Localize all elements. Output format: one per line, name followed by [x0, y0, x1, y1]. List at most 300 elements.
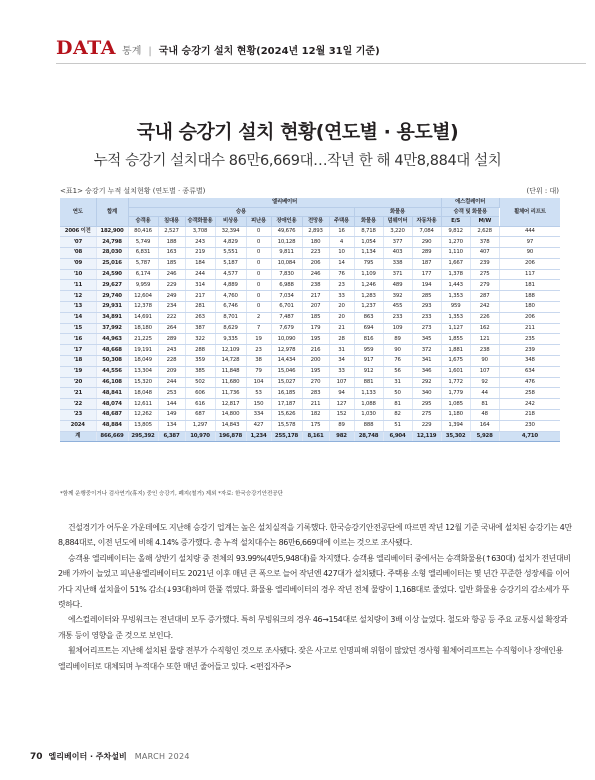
row-total-cell: 48,841	[96, 388, 128, 399]
table-cell: 195	[302, 334, 329, 345]
table-cell: 3,708	[185, 226, 215, 237]
row-year-cell: '07	[60, 237, 96, 248]
table-row	[60, 258, 560, 269]
table-cell: 16	[329, 226, 354, 237]
table-cell: 1,133	[354, 388, 383, 399]
table-cell: 6,387	[158, 431, 185, 442]
table-cell: 10,970	[185, 431, 215, 442]
row-year-cell: '12	[60, 291, 96, 302]
table-cell: 12,119	[412, 431, 441, 442]
table-cell: 11,848	[215, 366, 246, 377]
table-cell: 230	[499, 420, 560, 431]
table-cell: 1,855	[441, 334, 470, 345]
table-cell: 288	[185, 345, 215, 356]
table-cell: 1,353	[441, 312, 470, 323]
table-cell: 616	[185, 399, 215, 410]
table-cell: 234	[158, 302, 185, 313]
table-cell: 372	[412, 345, 441, 356]
table-cell: 249	[158, 291, 185, 302]
table-cell: 455	[383, 302, 412, 313]
table-cell: 295,392	[128, 431, 158, 442]
table-total-row	[60, 431, 560, 442]
table-row	[60, 312, 560, 323]
table-cell: 1,283	[354, 291, 383, 302]
table-cell: 2,893	[302, 226, 329, 237]
table-cell: 239	[499, 345, 560, 356]
table-cell: 10,128	[271, 237, 302, 248]
table-cell: 1,109	[354, 269, 383, 280]
table-cell: 180	[499, 302, 560, 313]
article-body	[58, 520, 572, 674]
article-title: 국내 승강기 설치 현황(연도별 · 용도별)	[136, 121, 459, 143]
table-cell: 164	[470, 420, 499, 431]
table-cell: 49,676	[271, 226, 302, 237]
table-cell: 1,246	[354, 280, 383, 291]
table-row	[60, 226, 560, 237]
col-header-wheelchair: 휠체어 리프트	[499, 198, 560, 226]
table-cell: 4,710	[499, 431, 560, 442]
col-header-esc-sub: 승객 및 화물용	[441, 207, 499, 217]
table-cell: 21	[329, 323, 354, 334]
table-cell: 255,178	[271, 431, 302, 442]
table-cell: 385	[185, 366, 215, 377]
table-cell: 97	[499, 237, 560, 248]
table-cell: 216	[302, 345, 329, 356]
table-cell: 107	[329, 377, 354, 388]
row-total-cell: 48,687	[96, 410, 128, 421]
row-year-cell: '23	[60, 410, 96, 421]
row-year-cell: '18	[60, 356, 96, 367]
row-year-cell: '14	[60, 312, 96, 323]
row-year-cell: '17	[60, 345, 96, 356]
table-cell: 5,551	[215, 248, 246, 259]
table-row	[60, 420, 560, 431]
table-cell: 12,262	[128, 410, 158, 421]
table-cell: 162	[470, 323, 499, 334]
table-cell: 34	[329, 356, 354, 367]
table-cell: 209	[158, 366, 185, 377]
table-cell: 0	[246, 258, 271, 269]
table-cell: 94	[329, 388, 354, 399]
table-cell: 6,701	[271, 302, 302, 313]
table-cell: 152	[329, 410, 354, 421]
table-row	[60, 388, 560, 399]
table-cell: 7	[246, 323, 271, 334]
table-cell: 9,812	[441, 226, 470, 237]
table-cell: 11,680	[215, 377, 246, 388]
table-cell: 244	[185, 269, 215, 280]
table-cell: 341	[412, 356, 441, 367]
table-cell: 92	[470, 377, 499, 388]
table-cell: 226	[470, 312, 499, 323]
table-cell: 4,829	[215, 237, 246, 248]
table-row	[60, 323, 560, 334]
section-category: 통계	[122, 46, 142, 57]
table-cell: 694	[354, 323, 383, 334]
table-cell: 275	[412, 410, 441, 421]
table-cell: 427	[246, 420, 271, 431]
table-cell: 18,049	[128, 356, 158, 367]
stats-table-wrapper	[60, 198, 560, 442]
table-cell: 80,416	[128, 226, 158, 237]
page-footer	[30, 751, 190, 762]
table-cell: 982	[329, 431, 354, 442]
table-cell: 392	[383, 291, 412, 302]
table-cell: 177	[412, 269, 441, 280]
table-cell: 218	[499, 410, 560, 421]
col-header-total: 합계	[96, 198, 128, 226]
table-cell: 127	[329, 399, 354, 410]
table-cell: 104	[246, 377, 271, 388]
table-cell: 90	[470, 356, 499, 367]
section-logo: DATA	[56, 37, 117, 59]
table-cell: 489	[383, 280, 412, 291]
row-total-cell: 44,556	[96, 366, 128, 377]
table-row	[60, 269, 560, 280]
table-cell: 20	[329, 312, 354, 323]
row-year-cell: '09	[60, 258, 96, 269]
table-cell: 795	[354, 258, 383, 269]
table-cell: 863	[354, 312, 383, 323]
table-row	[60, 302, 560, 313]
table-cell: 185	[302, 312, 329, 323]
table-cell: 76	[329, 269, 354, 280]
table-cell: 11,736	[215, 388, 246, 399]
table-cell: 195	[302, 366, 329, 377]
table-cell: 283	[302, 388, 329, 399]
table-cell: 7,084	[412, 226, 441, 237]
table-cell: 0	[246, 291, 271, 302]
col-header-freight: 화물용	[354, 207, 441, 217]
col-subheader: 전망용	[302, 217, 329, 227]
table-cell: 90	[383, 345, 412, 356]
table-cell: 181	[499, 280, 560, 291]
table-cell: 816	[354, 334, 383, 345]
table-cell: 1,779	[441, 388, 470, 399]
table-cell: 81	[470, 399, 499, 410]
row-year-cell: '21	[60, 388, 96, 399]
table-cell: 14,800	[215, 410, 246, 421]
table-row	[60, 345, 560, 356]
table-cell: 76	[383, 356, 412, 367]
table-cell: 4,577	[215, 269, 246, 280]
table-cell: 1,127	[441, 323, 470, 334]
table-cell: 5,787	[128, 258, 158, 269]
row-year-cell: 계	[60, 431, 96, 442]
col-subheader: E/S	[441, 217, 470, 227]
table-cell: 263	[185, 312, 215, 323]
row-total-cell: 50,308	[96, 356, 128, 367]
stats-table	[60, 198, 560, 442]
row-total-cell: 866,669	[96, 431, 128, 442]
table-cell: 476	[499, 377, 560, 388]
table-row	[60, 399, 560, 410]
table-cell: 1,443	[441, 280, 470, 291]
table-cell: 15,578	[271, 420, 302, 431]
table-cell: 243	[185, 237, 215, 248]
table-cell: 346	[412, 366, 441, 377]
row-total-cell: 46,108	[96, 377, 128, 388]
row-total-cell: 48,884	[96, 420, 128, 431]
table-cell: 12,978	[271, 345, 302, 356]
table-cell: 4,760	[215, 291, 246, 302]
table-cell: 109	[383, 323, 412, 334]
col-subheader: 승객용	[128, 217, 158, 227]
table-cell: 219	[185, 248, 215, 259]
table-cell: 275	[470, 269, 499, 280]
table-cell: 1,234	[246, 431, 271, 442]
table-cell: 12,817	[215, 399, 246, 410]
table-cell: 289	[158, 334, 185, 345]
table-cell: 229	[412, 420, 441, 431]
table-cell: 444	[499, 226, 560, 237]
table-cell: 322	[185, 334, 215, 345]
table-cell: 238	[470, 345, 499, 356]
table-cell: 1,270	[441, 237, 470, 248]
table-cell: 242	[499, 399, 560, 410]
table-cell: 23	[246, 345, 271, 356]
table-cell: 187	[412, 258, 441, 269]
table-unit: (단위 : 대)	[526, 187, 559, 195]
table-cell: 7,034	[271, 291, 302, 302]
table-cell: 206	[499, 312, 560, 323]
table-cell: 188	[499, 291, 560, 302]
table-cell: 1,772	[441, 377, 470, 388]
table-cell: 117	[499, 269, 560, 280]
table-cell: 246	[158, 269, 185, 280]
row-total-cell: 48,668	[96, 345, 128, 356]
magazine-name: 엘리베이터 · 주차설비	[48, 752, 127, 761]
table-cell: 1,353	[441, 291, 470, 302]
header-separator: |	[148, 46, 152, 57]
table-cell: 19,191	[128, 345, 158, 356]
table-cell: 10,090	[271, 334, 302, 345]
table-cell: 13,805	[128, 420, 158, 431]
table-cell: 185	[158, 258, 185, 269]
table-cell: 10	[329, 248, 354, 259]
table-cell: 200	[302, 356, 329, 367]
table-cell: 377	[383, 237, 412, 248]
table-cell: 6,746	[215, 302, 246, 313]
table-cell: 56	[383, 366, 412, 377]
table-cell: 1,394	[441, 420, 470, 431]
row-year-cell: '11	[60, 280, 96, 291]
table-cell: 1,085	[441, 399, 470, 410]
col-subheader: 비상용	[215, 217, 246, 227]
col-header-escalator: 에스컬레이터	[441, 198, 499, 207]
table-cell: 228	[158, 356, 185, 367]
table-cell: 206	[302, 258, 329, 269]
table-cell: 2,628	[470, 226, 499, 237]
table-row	[60, 248, 560, 259]
table-cell: 14	[329, 258, 354, 269]
col-header-elevator: 엘리베이터	[128, 198, 441, 207]
table-cell: 2	[246, 312, 271, 323]
table-cell: 180	[302, 237, 329, 248]
table-cell: 81	[383, 399, 412, 410]
article-subtitle: 누적 승강기 설치대수 86만6,669대…작년 한 해 4만8,884대 설치	[93, 153, 502, 169]
table-cell: 0	[246, 237, 271, 248]
table-cell: 14,691	[128, 312, 158, 323]
row-year-cell: '08	[60, 248, 96, 259]
table-cell: 217	[302, 291, 329, 302]
table-cell: 194	[412, 280, 441, 291]
table-cell: 387	[185, 323, 215, 334]
table-cell: 121	[470, 334, 499, 345]
table-cell: 33	[329, 366, 354, 377]
table-cell: 1,667	[441, 258, 470, 269]
table-cell: 196,878	[215, 431, 246, 442]
table-cell: 1,237	[354, 302, 383, 313]
table-cell: 175	[302, 420, 329, 431]
row-total-cell: 29,627	[96, 280, 128, 291]
table-cell: 14,434	[271, 356, 302, 367]
table-cell: 211	[302, 399, 329, 410]
table-cell: 281	[185, 302, 215, 313]
body-paragraph: 휠체어리프트는 지난해 설치된 물량 전부가 수직형인 것으로 조사됐다. 잦은 사고로 인명피해 위험이 많았던 경사형 휠체어리프트는 수직형이나 장애인용 엘리베이터로 대체되며 누적대수 또한 매년 줄어들고 있다. <편집자주>	[58, 646, 563, 671]
col-subheader: 화물용	[354, 217, 383, 227]
table-cell: 82	[383, 410, 412, 421]
table-cell: 403	[383, 248, 412, 259]
table-cell: 888	[354, 420, 383, 431]
row-total-cell: 24,590	[96, 269, 128, 280]
table-cell: 258	[499, 388, 560, 399]
table-row	[60, 356, 560, 367]
table-cell: 1,378	[441, 269, 470, 280]
table-cell: 15,320	[128, 377, 158, 388]
table-cell: 182	[302, 410, 329, 421]
table-cell: 233	[412, 312, 441, 323]
col-subheader-row	[60, 217, 560, 227]
col-subheader: 자동차용	[412, 217, 441, 227]
table-cell: 285	[412, 291, 441, 302]
row-year-cell: '10	[60, 269, 96, 280]
table-cell: 17,187	[271, 399, 302, 410]
row-year-cell: '20	[60, 377, 96, 388]
body-paragraph: 에스컬레이터와 무빙워크는 전년대비 모두 증가했다. 특히 무빙워크의 경우 46→154대로 설치량이 3배 이상 늘었다. 철도와 항공 등 주요 교통시설 확장과 개통 등이 영향을 준 것으로 보인다.	[58, 615, 568, 640]
table-cell: 1,088	[354, 399, 383, 410]
table-cell: 1,675	[441, 356, 470, 367]
table-cell: 5,187	[215, 258, 246, 269]
table-cell: 502	[185, 377, 215, 388]
table-cell: 229	[158, 280, 185, 291]
row-year-cell: '13	[60, 302, 96, 313]
table-cell: 279	[470, 280, 499, 291]
row-total-cell: 24,798	[96, 237, 128, 248]
table-cell: 19	[246, 334, 271, 345]
table-cell: 359	[185, 356, 215, 367]
table-cell: 21,225	[128, 334, 158, 345]
table-cell: 917	[354, 356, 383, 367]
table-cell: 243	[158, 345, 185, 356]
table-cell: 134	[158, 420, 185, 431]
table-cell: 12,604	[128, 291, 158, 302]
table-cell: 1,054	[354, 237, 383, 248]
row-year-cell: '19	[60, 366, 96, 377]
table-cell: 90	[499, 248, 560, 259]
table-cell: 0	[246, 269, 271, 280]
table-cell: 8,718	[354, 226, 383, 237]
table-cell: 5,749	[128, 237, 158, 248]
table-cell: 8,629	[215, 323, 246, 334]
row-year-cell: '22	[60, 399, 96, 410]
row-total-cell: 29,931	[96, 302, 128, 313]
table-cell: 314	[185, 280, 215, 291]
table-cell: 12,378	[128, 302, 158, 313]
table-cell: 223	[302, 248, 329, 259]
table-cell: 4,889	[215, 280, 246, 291]
table-cell: 338	[383, 258, 412, 269]
table-cell: 222	[158, 312, 185, 323]
table-cell: 48	[470, 410, 499, 421]
table-note: *함께 운행중이거나 검사연기(휴지) 중인 승강기, 폐지(철거) 제외 *자료: 한국승강기안전공단	[60, 491, 283, 497]
table-row	[60, 334, 560, 345]
table-cell: 20	[329, 302, 354, 313]
table-cell: 1,297	[185, 420, 215, 431]
row-total-cell: 28,030	[96, 248, 128, 259]
table-cell: 378	[470, 237, 499, 248]
table-cell: 295	[412, 399, 441, 410]
table-cell: 179	[302, 323, 329, 334]
table-cell: 3,220	[383, 226, 412, 237]
table-cell: 217	[185, 291, 215, 302]
table-cell: 1,110	[441, 248, 470, 259]
table-cell: 9,959	[128, 280, 158, 291]
table-cell: 18,180	[128, 323, 158, 334]
table-cell: 207	[302, 302, 329, 313]
table-cell: 8,701	[215, 312, 246, 323]
table-cell: 10,084	[271, 258, 302, 269]
table-cell: 293	[412, 302, 441, 313]
table-cell: 235	[499, 334, 560, 345]
table-cell: 31	[329, 345, 354, 356]
table-cell: 14,843	[215, 420, 246, 431]
table-cell: 79	[246, 366, 271, 377]
table-cell: 7,487	[271, 312, 302, 323]
page-number: 70	[30, 752, 43, 762]
table-cell: 144	[158, 399, 185, 410]
col-subheader: 덤웨이터	[383, 217, 412, 227]
table-cell: 211	[499, 323, 560, 334]
table-cell: 14,728	[215, 356, 246, 367]
table-cell: 242	[470, 302, 499, 313]
row-year-cell: '16	[60, 334, 96, 345]
row-year-cell: 2024	[60, 420, 96, 431]
table-cell: 606	[185, 388, 215, 399]
table-cell: 6,174	[128, 269, 158, 280]
table-cell: 149	[158, 410, 185, 421]
row-total-cell: 182,900	[96, 226, 128, 237]
table-cell: 0	[246, 280, 271, 291]
table-cell: 2,527	[158, 226, 185, 237]
table-cell: 233	[383, 312, 412, 323]
table-cell: 340	[412, 388, 441, 399]
col-header-passenger: 승용	[128, 207, 354, 217]
table-body	[60, 226, 560, 442]
table-cell: 407	[470, 248, 499, 259]
page-header	[56, 36, 380, 58]
col-subheader: 주택용	[329, 217, 354, 227]
table-cell: 7,679	[271, 323, 302, 334]
table-cell: 23	[329, 280, 354, 291]
table-row	[60, 377, 560, 388]
table-cell: 345	[412, 334, 441, 345]
table-caption: <표1> 승강기 누적 설치현황 (연도별 · 종류별)	[60, 187, 206, 195]
table-cell: 53	[246, 388, 271, 399]
table-cell: 959	[354, 345, 383, 356]
row-total-cell: 48,074	[96, 399, 128, 410]
table-cell: 163	[158, 248, 185, 259]
